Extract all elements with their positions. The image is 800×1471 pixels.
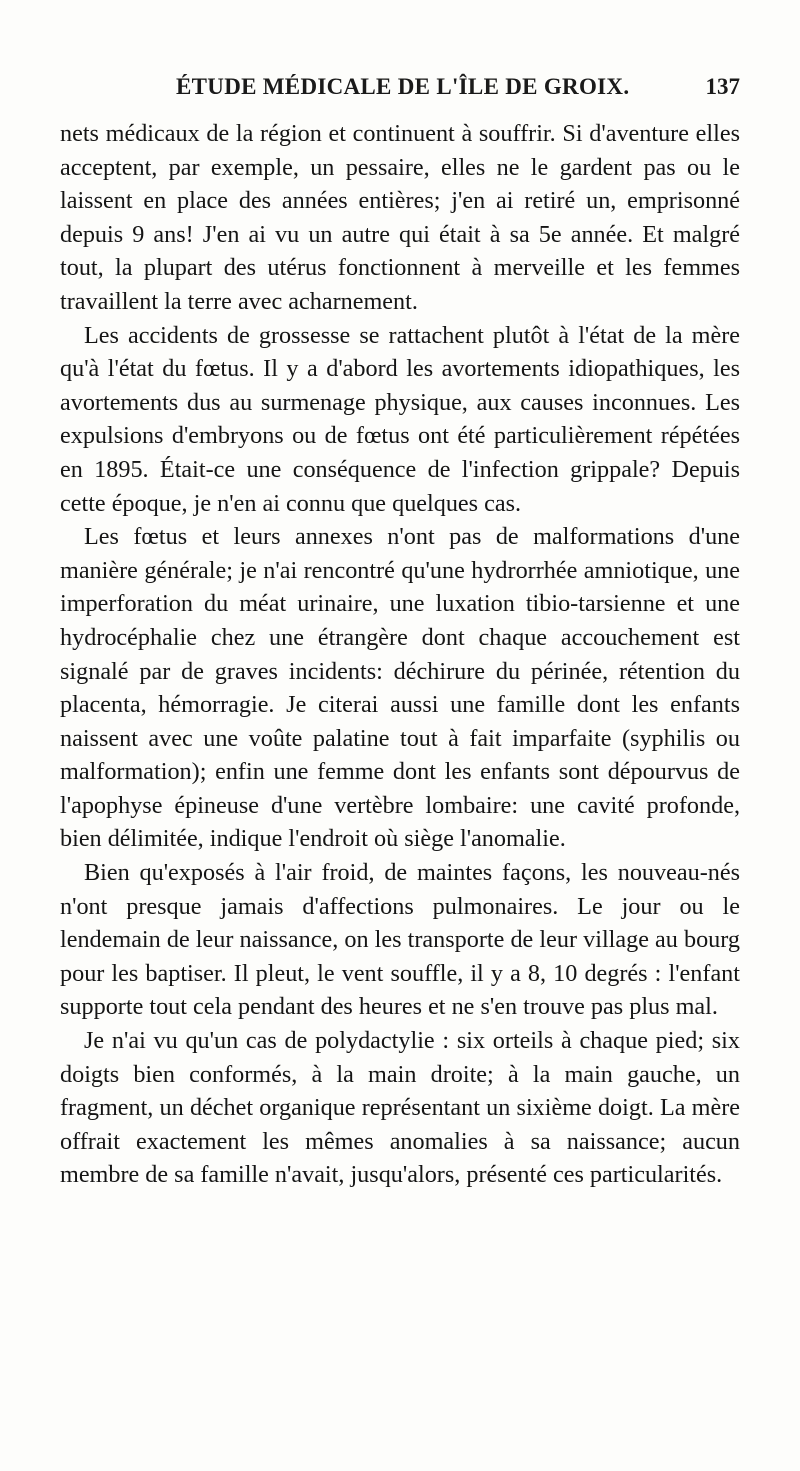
page-number: 137 — [705, 74, 740, 99]
running-title: ÉTUDE MÉDICALE DE L'ÎLE DE GROIX. — [176, 74, 630, 99]
body-text — [60, 117, 740, 1192]
paragraph: Les accidents de grossesse se rattachent plutôt à l'état de la mère qu'à l'état du fœtus. Il y a d'abord les avortements idiopathiques, les avortements dus au surmenage physique, aux causes inconnues. Les expulsions d'embryons ou de fœtus ont été particulièrement répétées en 1895. Était-ce une conséquence de l'infection grippale? Depuis cette époque, je n'en ai connu que quelques cas. — [60, 321, 740, 517]
paragraph: Je n'ai vu qu'un cas de polydactylie : six orteils à chaque pied; six doigts bien conformés, à la main droite; à la main gauche, un fragment, un déchet organique représentant un sixième doigt. La mère offrait exactement les mêmes anomalies à sa naissance; aucun membre de sa famille n'avait, jusqu'alors, présenté ces particularités. — [60, 1027, 740, 1189]
paragraph: Les fœtus et leurs annexes n'ont pas de malformations d'une manière générale; je n'ai rencontré qu'une hydrorrhée amniotique, une imperforation du méat urinaire, une luxation tibio-tarsienne et une hydrocéphalie chez une étrangère dont chaque accouchement est signalé par de graves incidents: déchirure du périnée, rétention du placenta, hémorragie. Je citerai aussi une famille dont les enfants naissent avec une voûte palatine tout à fait imparfaite (syphilis ou malformation); enfin une femme dont les enfants sont dépourvus de l'apophyse épineuse d'une vertèbre lombaire: une cavité profonde, bien délimitée, indique l'endroit où siège l'anomalie. — [60, 523, 740, 853]
running-head — [176, 74, 740, 106]
paragraph: nets médicaux de la région et continuent à souffrir. Si d'aventure elles acceptent, par exemple, un pessaire, elles ne le gardent pas ou le laissent en place des années entières; j'en ai retiré un, emprisonné depuis 9 ans! J'en ai vu un autre qui était à sa 5e année. Et malgré tout, la plupart des utérus fonctionnent à merveille et les femmes travaillent la terre avec acharnement. — [60, 120, 740, 315]
paragraph: Bien qu'exposés à l'air froid, de maintes façons, les nouveau-nés n'ont presque jamais d'affections pulmonaires. Le jour ou le lendemain de leur naissance, on les transporte de leur village au bourg pour les baptiser. Il pleut, le vent souffle, il y a 8, 10 degrés : l'enfant supporte tout cela pendant des heures et ne s'en trouve pas plus mal. — [60, 859, 740, 1021]
